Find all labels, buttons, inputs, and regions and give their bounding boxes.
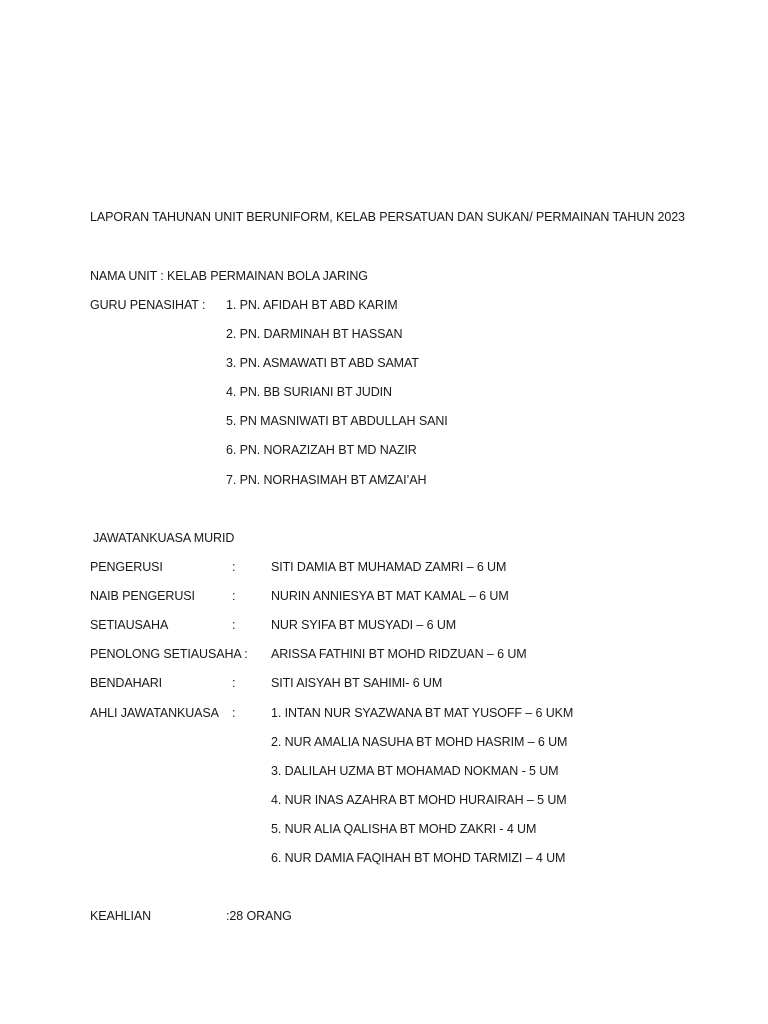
committee-member: 6. NUR DAMIA FAQIHAH BT MOHD TARMIZI – 4 UM [271, 851, 566, 865]
role-label: AHLI JAWATANKUASA [90, 706, 219, 720]
advisor-name: 6. PN. NORAZIZAH BT MD NAZIR [226, 443, 417, 457]
role-label: PENGERUSI [90, 560, 163, 574]
role-colon: : [232, 618, 236, 632]
committee-member: 2. NUR AMALIA NASUHA BT MOHD HASRIM – 6 UM [271, 735, 568, 749]
role-value: NURIN ANNIESYA BT MAT KAMAL – 6 UM [271, 589, 509, 603]
report-title: LAPORAN TAHUNAN UNIT BERUNIFORM, KELAB PERSATUAN DAN SUKAN/ PERMAINAN TAHUN 2023 [90, 210, 685, 224]
advisor-name: 3. PN. ASMAWATI BT ABD SAMAT [226, 356, 419, 370]
role-label: NAIB PENGERUSI [90, 589, 195, 603]
advisor-name: 1. PN. AFIDAH BT ABD KARIM [226, 298, 398, 312]
committee-member: 3. DALILAH UZMA BT MOHAMAD NOKMAN - 5 UM [271, 764, 559, 778]
role-value: ARISSA FATHINI BT MOHD RIDZUAN – 6 UM [271, 647, 527, 661]
committee-member: 4. NUR INAS AZAHRA BT MOHD HURAIRAH – 5 UM [271, 793, 567, 807]
role-value: NUR SYIFA BT MUSYADI – 6 UM [271, 618, 457, 632]
role-value: SITI DAMIA BT MUHAMAD ZAMRI – 6 UM [271, 560, 507, 574]
role-label: BENDAHARI [90, 676, 163, 690]
role-value: SITI AISYAH BT SAHIMI- 6 UM [271, 676, 443, 690]
membership-label: KEAHLIAN [90, 909, 152, 923]
role-colon: : [232, 589, 236, 603]
advisor-name: 7. PN. NORHASIMAH BT AMZAI’AH [226, 473, 427, 487]
committee-member: 5. NUR ALIA QALISHA BT MOHD ZAKRI - 4 UM [271, 822, 537, 836]
role-colon: : [232, 706, 236, 720]
advisor-name: 4. PN. BB SURIANI BT JUDIN [226, 385, 392, 399]
advisor-name: 2. PN. DARMINAH BT HASSAN [226, 327, 403, 341]
committee-heading: JAWATANKUASA MURID [93, 531, 235, 545]
unit-name: NAMA UNIT : KELAB PERMAINAN BOLA JARING [90, 269, 368, 283]
membership-count: :28 ORANG [226, 909, 292, 923]
role-value: 1. INTAN NUR SYAZWANA BT MAT YUSOFF – 6 UKM [271, 706, 574, 720]
role-label: SETIAUSAHA [90, 618, 169, 632]
role-colon: : [232, 676, 236, 690]
role-label: PENOLONG SETIAUSAHA : [90, 647, 248, 661]
role-colon: : [232, 560, 236, 574]
advisor-name: 5. PN MASNIWATI BT ABDULLAH SANI [226, 414, 448, 428]
advisors-label: GURU PENASIHAT : [90, 298, 206, 312]
